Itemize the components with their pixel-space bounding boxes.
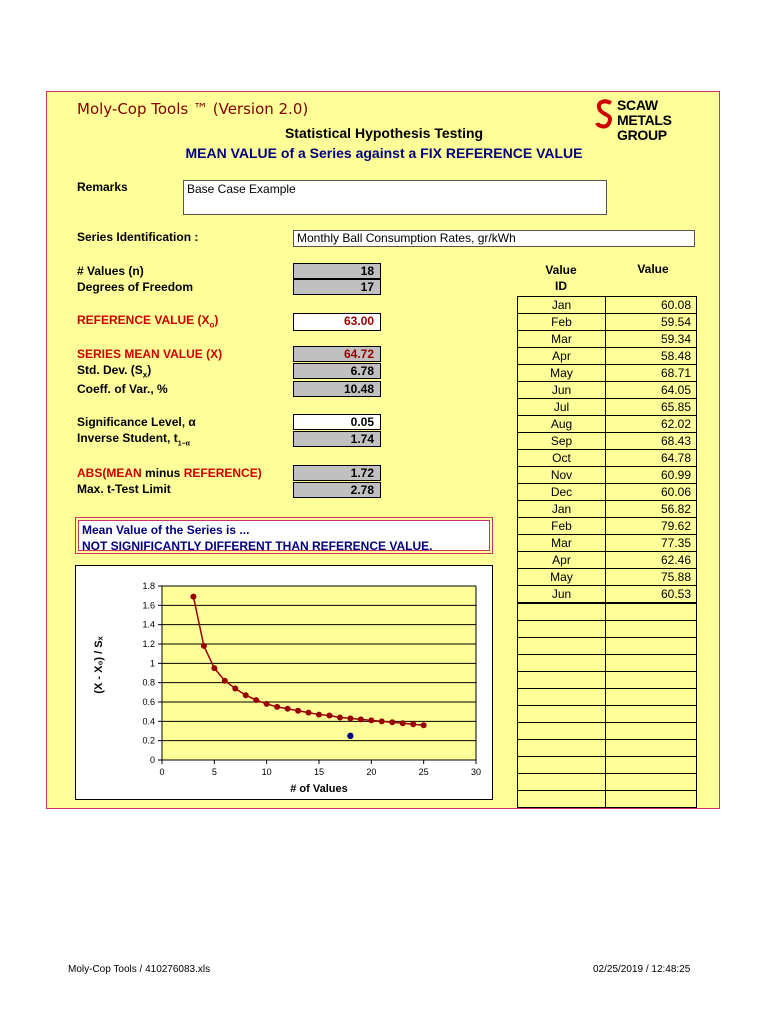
table-cell-value[interactable] [606,740,696,756]
table-row [518,484,696,501]
std-dev-label: Std. Dev. $(S_x)$ [77,363,152,380]
table-cell-value[interactable] [606,689,696,705]
ttest-limit-value: 2.78 [293,482,381,498]
table-row [518,399,696,416]
page-title: Statistical Hypothesis Testing [284,125,484,141]
series-point [190,594,196,600]
series-point [389,719,395,725]
table-cell-value[interactable]: 60.08 [660,298,691,312]
plot-area [162,586,476,760]
table-row [518,739,696,756]
table-cell-id[interactable] [518,757,606,773]
table-cell-value[interactable]: 60.53 [660,587,691,601]
table-row [518,637,696,654]
significance-label: Significance Level, α [77,415,196,429]
x-axis-title: # of Values [290,783,348,795]
table-cell-value[interactable] [606,655,696,671]
table-cell-id[interactable] [518,604,606,620]
table-cell-id[interactable]: Feb [518,518,606,534]
series-point [337,714,343,720]
x-tick-label: 0 [159,767,165,777]
std-dev-value: 6.78 [293,363,381,379]
table-row [518,722,696,739]
table-cell-id[interactable] [518,791,606,807]
table-cell-id[interactable]: Aug [518,416,606,432]
table-cell-value[interactable] [606,706,696,722]
app-title: Moly-Cop Tools ™ (Version 2.0) [77,100,309,118]
table-cell-value[interactable]: 79.62 [660,519,691,533]
footer-file: Moly-Cop Tools / 410276083.xls [68,964,211,975]
table-cell-value[interactable]: 59.54 [660,315,691,329]
table-row [518,552,696,569]
table-cell-id[interactable] [518,740,606,756]
series-point [211,665,217,671]
table-cell-value[interactable]: 60.06 [660,485,691,499]
mean-label: SERIES MEAN VALUE (X) [77,347,223,361]
series-point [358,716,364,722]
series-point [201,643,207,649]
table-cell-value[interactable]: 56.82 [660,502,691,516]
table-cell-id[interactable]: Sep [518,433,606,449]
table-cell-value[interactable]: 60.99 [660,468,691,482]
series-point [264,701,270,707]
table-cell-id[interactable] [518,689,606,705]
table-row [518,501,696,518]
table-row [518,297,696,314]
cov-value: 10.48 [293,381,381,397]
reference-label: REFERENCE VALUE $(X_o)$ [77,313,219,330]
table-row [518,756,696,773]
table-header-id: Value ID [545,263,577,293]
x-tick-label: 5 [211,767,217,777]
table-row [518,603,696,620]
table-cell-id[interactable]: Jan [518,501,606,517]
ttest-limit-label: Max. t-Test Limit [77,482,171,496]
series-point [306,710,312,716]
table-cell-id[interactable]: Jun [518,586,606,602]
table-row [518,331,696,348]
table-row [518,382,696,399]
table-cell-id[interactable]: Apr [518,552,606,568]
significance-input[interactable]: 0.05 [293,414,381,430]
n-value: 18 [293,263,381,279]
result-box [75,517,493,554]
inverse-student-value: 1.74 [293,431,381,447]
y-tick-label: 1.8 [142,581,155,591]
series-point [222,678,228,684]
x-tick-label: 30 [470,767,482,777]
table-cell-id[interactable]: Jul [518,399,606,415]
series-point [347,715,353,721]
table-cell-id[interactable]: Feb [518,314,606,330]
table-cell-value[interactable] [606,774,696,790]
worksheet [46,91,720,809]
y-tick-label: 0.4 [142,716,155,727]
series-point [368,717,374,723]
y-tick-label: 0.8 [142,677,155,688]
y-tick-label: 1.4 [142,619,155,630]
table-row [518,671,696,688]
current-point [347,733,353,739]
table-cell-value[interactable]: 62.46 [660,553,691,567]
mean-value: 64.72 [293,346,381,362]
chart-container [75,565,493,800]
table-cell-id[interactable] [518,706,606,722]
table-cell-value[interactable]: 75.88 [660,570,691,584]
series-point [316,712,322,718]
table-row [518,586,696,603]
table-cell-value[interactable] [606,638,696,654]
y-tick-label: 1.6 [142,600,155,611]
table-row [518,620,696,637]
table-cell-value[interactable]: 58.48 [660,349,691,363]
table-cell-id[interactable] [518,638,606,654]
remarks-label: Remarks [77,180,128,194]
table-cell-value[interactable]: 77.35 [660,536,691,550]
table-cell-id[interactable] [518,621,606,637]
abs-diff-value: 1.72 [293,465,381,481]
table-row [518,535,696,552]
table-cell-id[interactable] [518,723,606,739]
footer-datetime: 02/25/2019 / 12:48:25 [593,964,691,975]
reference-value-input[interactable]: 63.00 [293,313,381,331]
table-cell-value[interactable] [606,757,696,773]
table-cell-id[interactable] [518,774,606,790]
remarks-field[interactable]: Base Case Example [183,180,607,215]
table-cell-value[interactable]: 62.02 [660,417,691,431]
table-row [518,569,696,586]
series-point [410,721,416,727]
series-id-label: Series Identification : [77,230,199,244]
table-cell-id[interactable]: May [518,569,606,585]
table-row [518,365,696,382]
table-cell-value[interactable] [606,723,696,739]
table-row [518,773,696,790]
x-tick-label: 15 [313,767,325,777]
logo-text-line1: SCAW METALS [617,97,672,128]
data-table [517,296,697,808]
table-cell-value[interactable] [606,791,696,807]
logo-text-line2: GROUP [617,127,667,143]
table-cell-id[interactable] [518,672,606,688]
series-point [379,718,385,724]
table-row [518,467,696,484]
table-cell-id[interactable]: Jun [518,382,606,398]
y-tick-label: 0.6 [142,697,155,707]
y-axis-title: (X - X₀) / Sₓ [93,636,105,694]
table-cell-value[interactable]: 59.34 [660,332,691,346]
inverse-student-label: Inverse Student, $t_{1-\alpha}$ [77,431,190,448]
page-subtitle: MEAN VALUE of a Series against a FIX REFERENCE VALUE [185,145,583,161]
dof-label: Degrees of Freedom [77,280,194,294]
series-point [421,722,427,728]
table-cell-id[interactable]: May [518,365,606,381]
x-tick-label: 20 [366,767,377,777]
table-cell-id[interactable] [518,655,606,671]
y-tick-label: 1 [149,658,155,669]
y-tick-label: 0.2 [142,735,155,746]
series-point [232,685,238,691]
table-cell-value[interactable] [606,672,696,688]
y-tick-label: 0 [149,755,155,765]
series-id-field[interactable]: Monthly Ball Consumption Rates, gr/kWh [293,230,695,247]
table-row [518,450,696,467]
table-cell-value[interactable]: 65.85 [660,400,691,414]
n-label: # Values (n) [77,264,144,278]
table-cell-value[interactable]: 64.78 [660,451,691,465]
table-cell-id[interactable]: Oct [518,450,606,466]
table-row [518,688,696,705]
x-tick-label: 25 [418,767,429,777]
table-cell-id[interactable]: Nov [518,467,606,483]
y-tick-label: 1.2 [142,639,155,649]
table-cell-id[interactable]: Mar [518,331,606,347]
cov-label: Coeff. of Var., % [77,382,168,396]
series-point [326,713,332,719]
abs-diff-label: ABS(MEAN minus REFERENCE) [77,466,262,480]
series-point [400,720,406,726]
dof-value: 17 [293,279,381,295]
table-row [518,518,696,535]
table-cell-value[interactable]: 68.71 [660,366,691,380]
table-cell-id[interactable]: Mar [518,535,606,551]
table-cell-value[interactable] [606,621,696,637]
table-cell-value[interactable] [606,604,696,620]
table-row [518,348,696,365]
series-point [295,708,301,714]
table-header-value: Value [637,262,669,276]
x-tick-label: 10 [261,767,272,777]
table-cell-value[interactable]: 68.43 [660,434,691,448]
table-row [518,314,696,331]
result-line2: NOT SIGNIFICANTLY DIFFERENT THAN REFERENCE VALUE. [82,539,433,553]
table-cell-id[interactable]: Apr [518,348,606,364]
chart [76,566,492,799]
table-row [518,790,696,807]
series-point [285,706,291,712]
table-row [518,416,696,433]
table-cell-value[interactable]: 64.05 [660,383,691,397]
table-row [518,654,696,671]
table-cell-id[interactable]: Dec [518,484,606,500]
series-point [243,692,249,698]
result-line1: Mean Value of the Series is ... [82,523,250,537]
series-point [253,697,259,703]
table-row [518,433,696,450]
series-point [274,704,280,710]
table-row [518,705,696,722]
table-cell-id[interactable]: Jan [518,297,606,313]
